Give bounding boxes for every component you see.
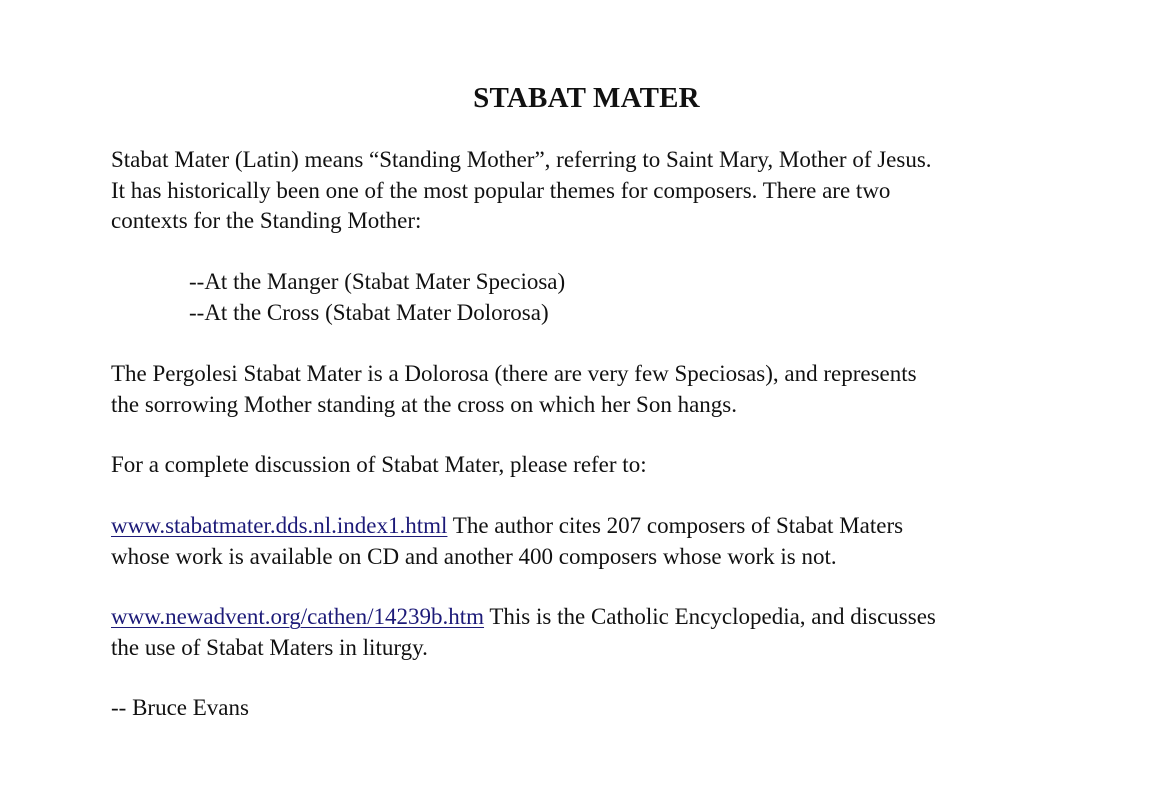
reference-stabatmater — [111, 511, 1091, 572]
intro-line-3: contexts for the Standing Mother: — [111, 208, 422, 233]
reference-newadvent-line-2: the use of Stabat Maters in liturgy. — [111, 634, 428, 660]
reference-stabatmater-line-2: whose work is available on CD and another 400 composers whose work is not. — [111, 543, 837, 569]
reference-newadvent — [111, 602, 1091, 663]
pergolesi-line-1: The Pergolesi Stabat Mater is a Dolorosa (there are very few Speciosas), and represents — [111, 361, 917, 386]
reference-stabatmater-description: The author cites 207 composers of Stabat Maters — [447, 513, 904, 538]
pergolesi-line-2: the sorrowing Mother standing at the cross on which her Son hangs. — [111, 391, 738, 417]
refer-line: For a complete discussion of Stabat Mater, please refer to: — [111, 452, 647, 477]
intro-line-1: Stabat Mater (Latin) means “Standing Mother”, referring to Saint Mary, Mother of Jesus. — [111, 147, 932, 172]
contexts-list — [189, 267, 1169, 328]
stabatmater-link[interactable]: www.stabatmater.dds.nl.index1.html — [111, 513, 448, 538]
refer-paragraph — [111, 450, 1091, 481]
reference-newadvent-description: This is the Catholic Encyclopedia, and discusses — [484, 604, 936, 629]
pergolesi-paragraph — [111, 359, 1091, 420]
newadvent-link[interactable]: www.newadvent.org/cathen/14239b.htm — [111, 604, 485, 629]
intro-line-2: It has historically been one of the most popular themes for composers. There are two — [111, 177, 891, 203]
context-item-manger: --At the Manger (Stabat Mater Speciosa) — [189, 269, 566, 294]
reference-newadvent-line-1 — [111, 602, 1091, 633]
signature — [111, 693, 1091, 724]
context-item-cross: --At the Cross (Stabat Mater Dolorosa) — [189, 299, 549, 325]
intro-paragraph — [111, 145, 1091, 237]
signature-text: -- Bruce Evans — [111, 695, 249, 720]
reference-stabatmater-line-1 — [111, 511, 1091, 542]
page-title: STABAT MATER — [473, 82, 700, 114]
